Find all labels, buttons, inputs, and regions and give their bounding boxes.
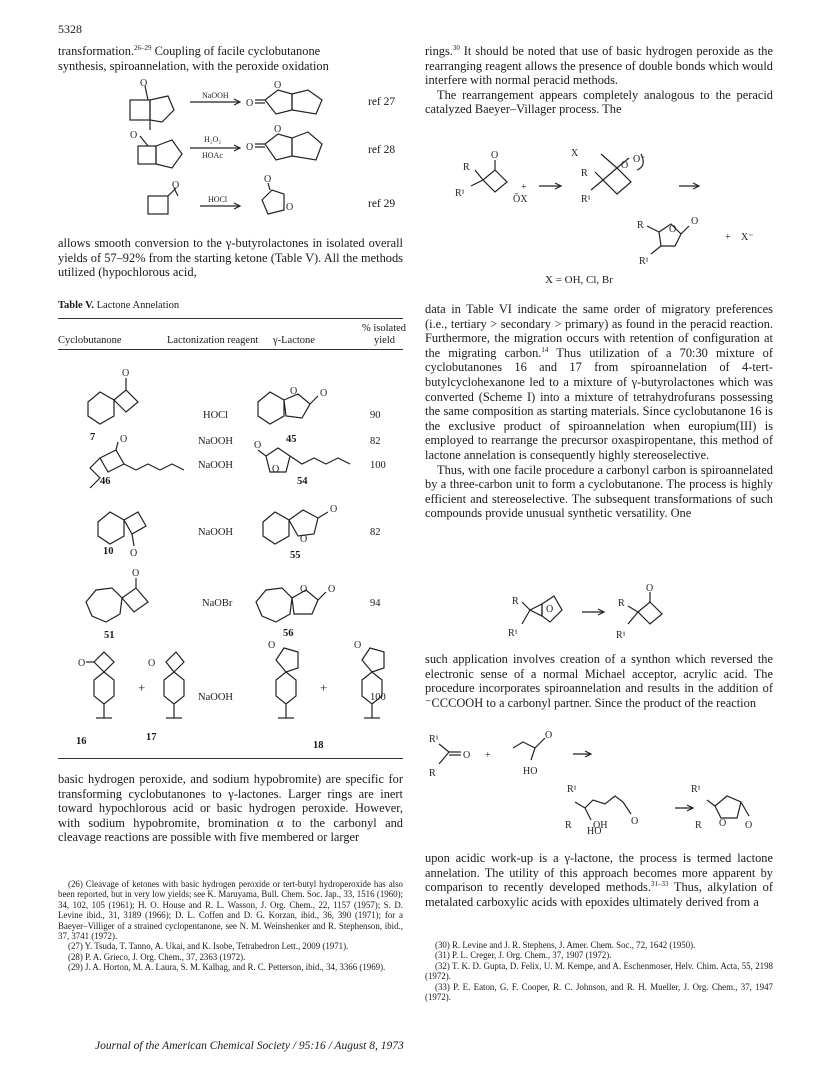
left-bottom xyxy=(58,772,403,845)
paragraph: The rearrangement appears completely analogous to the peracid catalyzed Baeyer–Villager process. The xyxy=(425,87,773,117)
footnote: (27) Y. Tsuda, T. Tanno, A. Ukai, and K. Isobe, Tetrahedron Lett., 2009 (1971). xyxy=(68,941,349,952)
table-cell: NaOOH xyxy=(198,436,233,447)
footnote: (32) T. K. D. Gupta, D. Felix, U. M. Kempe, and A. Eschenmoser, Helv. Chim. Acta, 55, 2198 (1972). xyxy=(425,960,773,982)
left-intro xyxy=(58,44,403,73)
svg-text:O: O xyxy=(646,583,654,594)
svg-text:O: O xyxy=(120,434,128,445)
svg-text:O: O xyxy=(148,658,156,669)
table-cell: 7 xyxy=(90,432,96,443)
svg-text:+: + xyxy=(138,680,146,695)
svg-text:O: O xyxy=(621,160,629,171)
table-cell: 51 xyxy=(104,630,115,641)
oxidation-scheme xyxy=(110,78,410,228)
footnote: (31) P. L. Creger, J. Org. Chem., 37, 1907 (1972). xyxy=(435,950,612,961)
table-cell: HOCl xyxy=(203,410,229,421)
ref-label: ref 29 xyxy=(368,198,396,210)
svg-text:X: X xyxy=(571,148,579,159)
right-top xyxy=(425,44,773,117)
table-caption: Lactone Annelation xyxy=(96,300,180,311)
table-cell: 18 xyxy=(313,740,324,751)
table-cell: 56 xyxy=(283,628,294,639)
svg-text:+: + xyxy=(725,232,731,243)
table-cell: 17 xyxy=(146,732,157,743)
svg-text:O: O xyxy=(328,584,336,595)
svg-text:ŌX: ŌX xyxy=(513,194,528,205)
table-cell: 100 xyxy=(370,692,386,703)
svg-text:R¹: R¹ xyxy=(429,734,439,745)
svg-text:X⁻: X⁻ xyxy=(741,232,754,243)
svg-text:O: O xyxy=(745,820,753,831)
svg-text:O: O xyxy=(132,568,140,579)
svg-text:+: + xyxy=(521,182,527,193)
svg-text:O: O xyxy=(246,98,254,109)
ref-label: ref 28 xyxy=(368,144,396,156)
citation: 14 xyxy=(541,345,549,354)
svg-text:R¹: R¹ xyxy=(639,256,649,267)
svg-text:O: O xyxy=(691,216,699,227)
intro-text: Coupling of facile cyclobutanone xyxy=(151,44,321,58)
header-reagent: Lactonization reagent xyxy=(167,335,259,346)
svg-text:O: O xyxy=(300,534,308,545)
svg-text:NaOOH: NaOOH xyxy=(202,91,229,100)
svg-text:O: O xyxy=(631,816,639,827)
svg-text:O: O xyxy=(130,548,138,559)
svg-text:O: O xyxy=(300,584,308,595)
header-cyclobutanone: Cyclobutanone xyxy=(58,335,122,346)
paragraph: such application involves creation of a synthon which reversed the electronic sense of a normal Michael acceptor, acrylic acid. The procedure incorporates spiroannelation and results in the addition of ⁻CCCOOH to a carbonyl partner. Since the product of the reaction xyxy=(425,652,773,710)
table-cell: 10 xyxy=(103,546,114,557)
svg-text:O: O xyxy=(172,180,180,191)
paragraph: It should be noted that use of basic hydrogen peroxide as the rearranging reagent allows the presence of double bonds which would interfere with normal peracid methods. xyxy=(425,44,773,88)
table-cell: NaOBr xyxy=(202,598,233,609)
right-p4 xyxy=(425,851,773,909)
table-cell: NaOOH xyxy=(198,460,233,471)
footnote: (26) Cleavage of ketones with basic hydrogen peroxide or tert-butyl hydroperoxide has also been reported, but in very low yields; see K. Maruyama, Bull. Chem. Soc. Jap., 33, 1516 (1960); 34, 102, 105 (1961); H. O. House and R. L. Wasson, J. Org. Chem., 22, 1157 (1957); S. D. Levine ibid., 31, 3189 (1966); D. L. Coffen and D. G. Korzan, ibid., 36, 390 (1971); for a Baeyer–Villiger of a strained cyclopentanone, see N. M. Weinshenker and R. Stephenson, ibid., 37, 3741 (1972). xyxy=(58,879,403,942)
paragraph: Thus, with one facile procedure a carbonyl carbon is spiroannelated by a three-carbon unit to form a cyclobutanone. The process is highly efficient and stereoselective. The subsequent transformations of such compounds provide unusual synthetic versatility. One xyxy=(425,462,773,521)
footnote: (33) P. E. Eaton, G. F. Cooper, R. C. Johnson, and R. H. Mueller, J. Org. Chem., 37, 1947 (1972). xyxy=(425,981,773,1003)
table-cell: 54 xyxy=(297,476,308,487)
svg-text:O: O xyxy=(669,224,677,235)
citation: 30 xyxy=(452,44,460,52)
paragraph: data in Table VI indicate the same order of migratory preferences (i.e., tertiary > secondary > primary) as found in the peracid reaction. Furthermore, the migration occurs with retention of configuration at the migrating carbon. xyxy=(425,302,773,360)
table-rule-bottom xyxy=(58,758,403,759)
svg-text:O: O xyxy=(130,130,138,141)
svg-text:R: R xyxy=(429,768,436,779)
svg-text:O: O xyxy=(254,440,262,451)
table-cell: 82 xyxy=(370,527,381,538)
svg-text:R¹: R¹ xyxy=(691,784,701,795)
table-cell: 82 xyxy=(370,436,381,447)
table-cell: 16 xyxy=(76,736,87,747)
right-footnotes xyxy=(425,940,773,1002)
paragraph: allows smooth conversion to the γ-butyrolactones in isolated overall yields of 57–92% from the starting ketone (Table V). All the methods utilized (hypochlorous acid, xyxy=(58,236,403,280)
table-cell: 90 xyxy=(370,410,381,421)
table-cell: 94 xyxy=(370,598,381,609)
svg-text:R: R xyxy=(581,168,588,179)
spiro-scheme xyxy=(500,582,700,642)
svg-text:R¹: R¹ xyxy=(616,630,626,641)
svg-text:O: O xyxy=(491,150,499,161)
table-cell: 100 xyxy=(370,460,386,471)
citation: 31–33 xyxy=(650,880,669,889)
svg-text:O⁻: O⁻ xyxy=(633,154,646,165)
svg-text:O: O xyxy=(272,464,280,475)
journal-footer: Journal of the American Chemical Society / 95:16 / August 8, 1973 xyxy=(95,1040,404,1052)
right-p3 xyxy=(425,652,773,710)
header-yield: % isolated xyxy=(362,323,407,334)
paragraph: upon acidic work-up is a γ-lactone, the process is termed lactone annelation. The utility of this approach becomes more apparent by comparison to recently developed methods. xyxy=(425,851,773,895)
svg-text:R¹: R¹ xyxy=(581,194,591,205)
table-rule-header xyxy=(58,349,403,350)
svg-text:HO: HO xyxy=(587,826,602,837)
svg-text:O: O xyxy=(246,142,254,153)
paragraph: rings. xyxy=(425,44,453,58)
svg-text:H₂O₂: H₂O₂ xyxy=(204,135,222,144)
svg-text:O: O xyxy=(268,640,276,651)
svg-text:O: O xyxy=(264,174,272,185)
svg-text:R: R xyxy=(695,820,702,831)
intro-text: synthesis, spiroannelation, with the peroxide oxidation xyxy=(58,58,329,73)
footnote: (29) J. A. Horton, M. A. Laura, S. M. Kalbag, and R. C. Petterson, ibid., 34, 3366 (1969). xyxy=(68,962,386,973)
svg-text:HO: HO xyxy=(523,766,538,777)
ref-label: ref 27 xyxy=(368,96,396,108)
paragraph: Thus, alkylation of metalated carboxylic acids with epoxides ultimately derived from a xyxy=(425,880,773,909)
table-cell: NaOOH xyxy=(198,527,233,538)
svg-text:R: R xyxy=(618,598,625,609)
page-number: 5328 xyxy=(58,22,82,36)
table-cell: 46 xyxy=(100,476,111,487)
svg-text:O: O xyxy=(320,388,328,399)
svg-text:R: R xyxy=(565,820,572,831)
table-cell: 45 xyxy=(286,434,297,445)
paragraph: Thus utilization of a 70:30 mixture of cyclobutanones 16 and 17 from spiroannelation of 4-tert-butylcyclohexanone led to a mixture of γ-butyrolactones which was converted (Scheme I) into a mixture of tetrahydrofurans possessing the same composition as starting materials. Since cyclobutanone 16 is the exclusive product of spiroannelation when europium(III) is employed to rearrange the precursor oxaspiropentane, this method of lactone annelation is consequently highly stereoselective. xyxy=(425,345,773,462)
svg-text:OH: OH xyxy=(593,820,608,831)
footnote: (30) R. Levine and J. R. Stephens, J. Amer. Chem. Soc., 72, 1642 (1950). xyxy=(435,940,696,950)
svg-text:O: O xyxy=(354,640,362,651)
svg-text:R: R xyxy=(637,220,644,231)
annelation-scheme xyxy=(425,730,773,840)
svg-text:O: O xyxy=(274,124,282,135)
header-lactone: γ-Lactone xyxy=(273,335,315,346)
svg-text:O: O xyxy=(719,818,727,829)
svg-text:O: O xyxy=(463,750,471,761)
svg-text:R: R xyxy=(463,162,470,173)
paragraph: basic hydrogen peroxide, and sodium hypobromite) are specific for transforming cyclobutanones to γ-lactones. Larger rings are inert toward hypochlorous acid or basic hydrogen peroxide. However, with sodium hypobromite, bromination α to the carbonyl and cleavage reactions are possible with five membered or larger xyxy=(58,772,403,845)
citation: 26–29 xyxy=(134,44,152,52)
table-label: Table V. xyxy=(58,300,94,311)
svg-text:HOCl: HOCl xyxy=(208,195,228,204)
svg-text:O: O xyxy=(286,202,294,213)
header-yield-2: yield xyxy=(374,335,395,346)
svg-text:O: O xyxy=(122,368,130,379)
svg-text:+: + xyxy=(320,680,328,695)
svg-text:HOAc: HOAc xyxy=(202,151,223,160)
table-title xyxy=(58,300,179,311)
intro-text: transformation. xyxy=(58,44,135,58)
svg-text:O: O xyxy=(330,504,338,515)
svg-text:O: O xyxy=(545,730,553,741)
table-cell: 55 xyxy=(290,550,301,561)
svg-text:O: O xyxy=(78,658,86,669)
footnote: (28) P. A. Grieco, J. Org. Chem., 37, 2363 (1972). xyxy=(68,951,246,962)
left-after-scheme xyxy=(58,236,403,280)
svg-text:R¹: R¹ xyxy=(508,628,518,639)
right-middle xyxy=(425,302,773,521)
svg-text:O: O xyxy=(546,604,554,615)
svg-text:R¹: R¹ xyxy=(567,784,577,795)
svg-text:R: R xyxy=(512,596,519,607)
x-definition: X = OH, Cl, Br xyxy=(545,274,613,286)
svg-text:R¹: R¹ xyxy=(455,188,465,199)
svg-text:+: + xyxy=(485,750,491,761)
table-rule-top xyxy=(58,318,403,319)
svg-text:O: O xyxy=(274,80,282,91)
svg-text:O: O xyxy=(140,78,148,89)
left-footnotes xyxy=(58,879,403,973)
svg-text:O: O xyxy=(290,386,298,397)
table-cell: NaOOH xyxy=(198,692,233,703)
